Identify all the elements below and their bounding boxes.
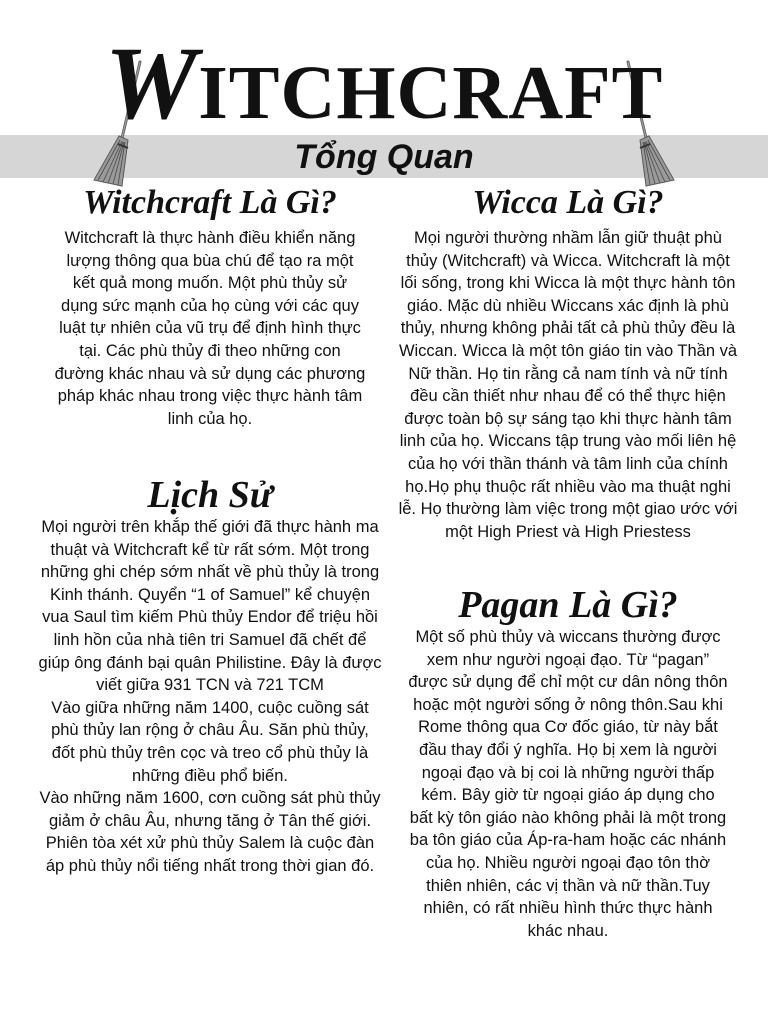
page-title xyxy=(0,26,768,141)
wicca-section xyxy=(398,183,738,543)
wicca-body: Mọi người thường nhầm lẫn giữ thuật phù thủy (Witchcraft) và Wicca. Witchcraft là một lối sống, trong khi Wicca là một thực hành tôn giáo. Mặc dù nhiều Wiccans xác định là phù thủy, nhưng không phải tất cả phù thủy đều là Wiccan. Wicca là một tôn giáo tin vào Thần và Nữ thần. Họ tin rằng cả nam tính và nữ tính đều cần thiết như nhau để có thể thực hiện được toàn bộ sự sáng tạo khi thực hành tâm linh của họ. Wiccans tập trung vào mối liên hệ của họ với thần thánh và tâm linh của chính họ.Họ phụ thuộc rất nhiều vào ma thuật nghi lễ. Họ thường làm việc trong một giao ước với một High Priest và High Priestess xyxy=(398,229,738,541)
history-heading: Lịch Sử xyxy=(147,474,273,516)
history-paragraph: Vào giữa những năm 1400, cuộc cuồng sát phù thủy lan rộng ở châu Âu. Săn phù thủy, đốt phù thủy trên cọc và treo cổ phù thủy là những điều phổ biến. xyxy=(51,698,369,785)
history-paragraph: Vào những năm 1600, cơn cuồng sát phù thủy giảm ở châu Âu, nhưng tăng ở Tân thế giới. Phiên tòa xét xử phù thủy Salem là cuộc đàn áp phù thủy nổi tiếng nhất trong thời gian đó. xyxy=(39,789,381,875)
witchcraft-body: Witchcraft là thực hành điều khiển năng lượng thông qua bùa chú để tạo ra một kết quả mong muốn. Một phù thủy sử dụng sức mạnh của họ cùng với các quy luật tự nhiên của vũ trụ để định hình thực tại. Các phù thủy đi theo những con đường khác nhau và sử dụng các phương pháp khác nhau trong việc thực hành tâm linh của họ. xyxy=(54,229,366,428)
title-initial: W xyxy=(104,26,199,141)
page-subtitle: Tổng Quan xyxy=(294,138,474,176)
pagan-section xyxy=(398,584,738,942)
witchcraft-heading: Witchcraft Là Gì? xyxy=(83,184,337,221)
pagan-body: Một số phù thủy và wiccans thường được xem như người ngoại đạo. Từ “pagan” được sử dụng để chỉ một cư dân nông thôn hoặc một người sống ở nông thôn.Sau khi Rome thông qua Cơ đốc giáo, từ này bắt đầu thay đổi ý nghĩa. Họ bị xem là người ngoại đạo và bị coi là những người thấp kém. Bây giờ từ ngoại giáo áp dụng cho bất kỳ tôn giáo nào không phải là một trong ba tôn giáo của Áp-ra-ham hoặc các nhánh của họ. Nhiều người ngoại đạo tôn thờ thiên nhiên, các vị thần và nữ thần.Tuy nhiên, có rất nhiều hình thức thực hành khác nhau. xyxy=(408,628,728,940)
title-rest: ITCHCRAFT xyxy=(198,51,664,135)
pagan-heading: Pagan Là Gì? xyxy=(458,584,678,626)
wicca-heading: Wicca Là Gì? xyxy=(472,184,664,221)
witchcraft-section xyxy=(32,183,388,430)
history-section xyxy=(32,474,388,878)
history-paragraph: Mọi người trên khắp thế giới đã thực hành ma thuật và Witchcraft kể từ rất sớm. Một trong những ghi chép sớm nhất về phù thủy là trong Kinh thánh. Quyển “1 of Samuel” kể chuyện vua Saul tìm kiếm Phù thủy Endor để triệu hồi linh hồn của nhà tiên tri Samuel đã chết để giúp ông đánh bại quân Philistine. Đây là được viết giữa 931 TCN và 721 TCM xyxy=(38,518,382,695)
history-body xyxy=(32,516,388,878)
